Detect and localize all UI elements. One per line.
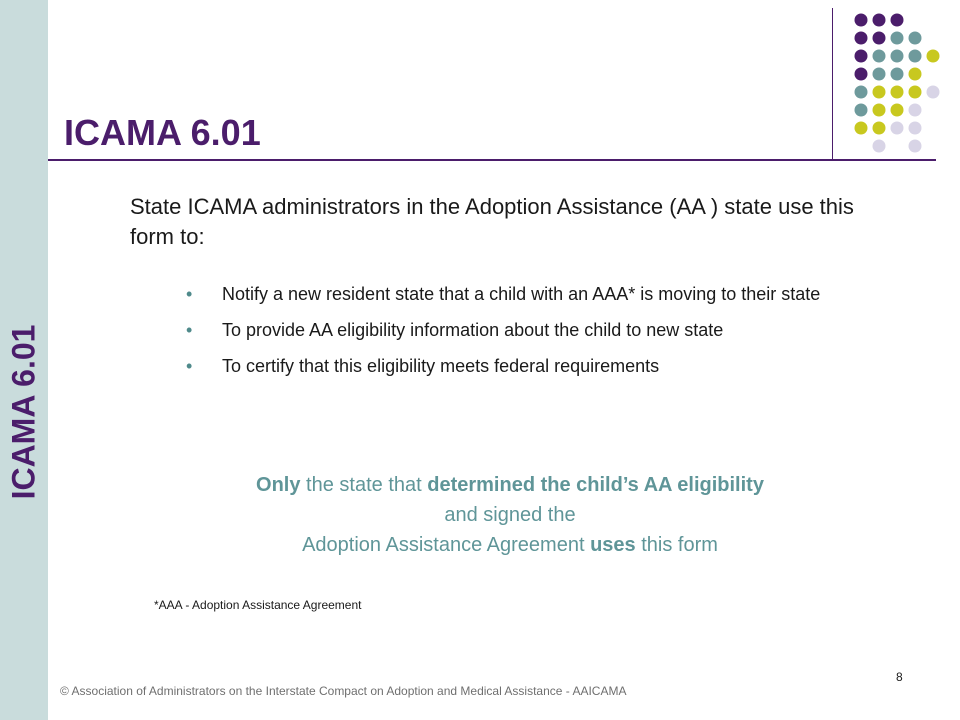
decoration-dot — [909, 32, 922, 45]
bullet-icon: • — [186, 356, 193, 376]
bullet-icon: • — [186, 284, 193, 304]
slide-title: ICAMA 6.01 — [64, 112, 261, 153]
bullet-list — [186, 282, 896, 390]
decoration-dot — [909, 140, 922, 153]
decoration-dot — [873, 140, 886, 153]
copyright-footer: © Association of Administrators on the Interstate Compact on Adoption and Medical Assistance - AAICAMA — [60, 684, 627, 698]
decoration-dot — [927, 50, 940, 63]
decoration-dot — [855, 50, 868, 63]
decoration-dot — [873, 32, 886, 45]
note-bold-2: uses — [590, 534, 636, 556]
bullet-item — [186, 282, 896, 306]
decoration-dot — [891, 104, 904, 117]
decoration-dot — [873, 50, 886, 63]
note-text-3a: Adoption Assistance Agreement — [302, 534, 591, 556]
decoration-dot — [873, 86, 886, 99]
page-number: 8 — [896, 670, 903, 684]
note-line-1 — [160, 470, 860, 500]
highlight-note — [160, 470, 860, 560]
decoration-dot — [927, 86, 940, 99]
decoration-dot — [909, 50, 922, 63]
decoration-dot — [873, 68, 886, 81]
decoration-dot — [891, 122, 904, 135]
intro-text: State ICAMA administrators in the Adoption Assistance (AA ) state use this form to: — [130, 194, 854, 249]
decoration-dot — [855, 104, 868, 117]
decoration-dot — [909, 122, 922, 135]
decoration-dot — [855, 68, 868, 81]
decoration-dot — [855, 122, 868, 135]
decoration-dot — [855, 86, 868, 99]
bullet-item — [186, 354, 896, 378]
decoration-dot — [855, 32, 868, 45]
note-text-1: the state that — [300, 474, 428, 496]
bullet-item — [186, 318, 896, 342]
decoration-dot — [891, 86, 904, 99]
vertical-divider — [832, 8, 833, 160]
bullet-text: To provide AA eligibility information about the child to new state — [222, 320, 724, 340]
decoration-dot — [891, 14, 904, 27]
note-only-bold: Only — [256, 474, 301, 496]
note-line-2: and signed the — [444, 504, 576, 526]
side-title-vertical: ICAMA 6.01 — [5, 324, 42, 500]
decoration-dot — [873, 122, 886, 135]
footnote: *AAA - Adoption Assistance Agreement — [154, 598, 362, 612]
decoration-dot — [891, 32, 904, 45]
decoration-dot — [891, 68, 904, 81]
decoration-dot — [855, 14, 868, 27]
note-text-3b: this form — [635, 534, 718, 556]
decoration-dot — [909, 68, 922, 81]
decoration-dot — [891, 50, 904, 63]
decoration-dot — [909, 86, 922, 99]
bullet-icon: • — [186, 320, 193, 340]
decoration-dot — [873, 104, 886, 117]
bullet-text: To certify that this eligibility meets federal requirements — [222, 356, 660, 376]
note-line-3 — [160, 530, 860, 560]
title-underline-rule — [48, 159, 936, 161]
bullet-text: Notify a new resident state that a child with an AAA* is moving to their state — [222, 284, 821, 304]
note-bold-1: determined the child’s AA eligibility — [427, 474, 764, 496]
decoration-dot — [909, 104, 922, 117]
decoration-dot — [873, 14, 886, 27]
